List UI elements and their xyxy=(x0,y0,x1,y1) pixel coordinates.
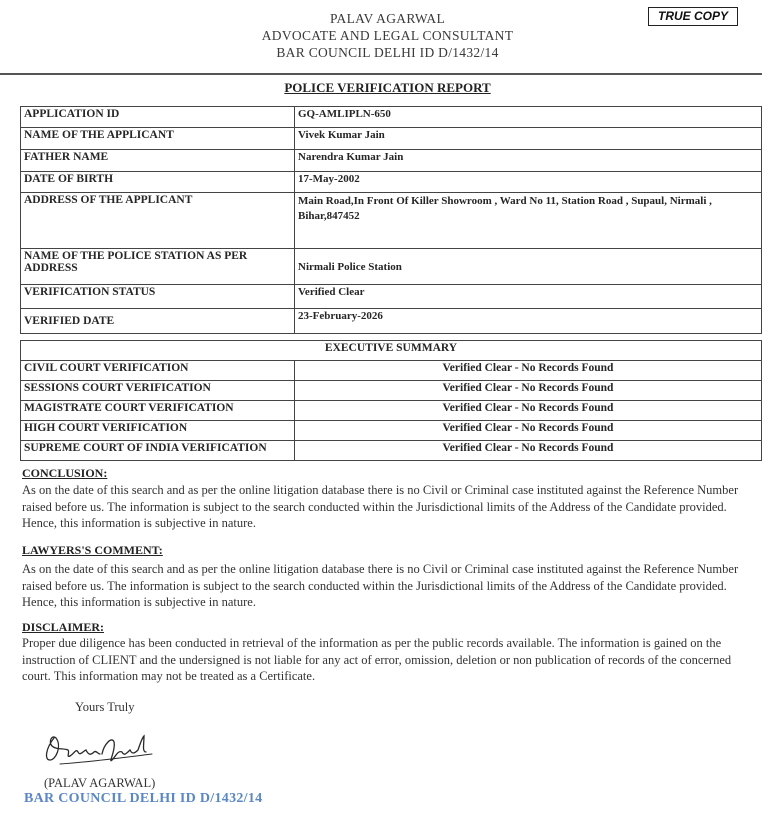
summary-value: Verified Clear - No Records Found xyxy=(295,421,762,441)
table-row xyxy=(21,172,762,193)
summary-label: HIGH COURT VERIFICATION xyxy=(21,421,295,441)
table-row xyxy=(21,361,762,381)
summary-label: MAGISTRATE COURT VERIFICATION xyxy=(21,401,295,421)
detail-value: 23-February-2026 xyxy=(295,309,762,334)
detail-value: Nirmali Police Station xyxy=(295,249,762,285)
table-row xyxy=(21,150,762,172)
table-row xyxy=(21,309,762,334)
executive-summary-table xyxy=(20,340,762,461)
detail-value: Verified Clear xyxy=(295,285,762,309)
summary-value: Verified Clear - No Records Found xyxy=(295,401,762,421)
header-divider xyxy=(0,73,762,75)
detail-label: NAME OF THE POLICE STATION AS PER ADDRESS xyxy=(21,249,295,285)
detail-label: DATE OF BIRTH xyxy=(21,172,295,193)
conclusion-heading: CONCLUSION: xyxy=(22,466,108,480)
summary-label: SUPREME COURT OF INDIA VERIFICATION xyxy=(21,441,295,461)
summary-label: SESSIONS COURT VERIFICATION xyxy=(21,381,295,401)
detail-value: 17-May-2002 xyxy=(295,172,762,193)
table-row xyxy=(21,193,762,249)
table-row xyxy=(21,249,762,285)
advocate-name: PALAV AGARWAL xyxy=(329,11,446,26)
detail-value: Vivek Kumar Jain xyxy=(295,128,762,150)
detail-value: GQ-AMLIPLN-650 xyxy=(295,107,762,128)
applicant-details-table xyxy=(20,106,762,334)
detail-label: NAME OF THE APPLICANT xyxy=(21,128,295,150)
detail-value: Main Road,In Front Of Killer Showroom , Ward No 11, Station Road , Supaul, Nirmali , Bihar,847452 xyxy=(295,193,762,249)
true-copy-stamp: TRUE COPY xyxy=(648,7,738,26)
detail-label: FATHER NAME xyxy=(21,150,295,172)
table-row xyxy=(21,441,762,461)
advocate-designation: ADVOCATE AND LEGAL CONSULTANT xyxy=(261,28,514,43)
signatory-name: (PALAV AGARWAL) xyxy=(44,776,156,790)
table-row xyxy=(21,381,762,401)
signature-image xyxy=(40,724,160,774)
table-row xyxy=(21,341,762,361)
closing-text: Yours Truly xyxy=(75,700,135,714)
summary-value: Verified Clear - No Records Found xyxy=(295,381,762,401)
lawyers-comment-text: As on the date of this search and as per the online litigation database there is no Civil or Criminal case instituted against the Reference Number raised before us. The information is subject to the search conducted within the Jurisdictional limits of the Address of the Candidate provided. Hence, this information is subjective in nature. xyxy=(22,562,739,609)
summary-title: EXECUTIVE SUMMARY xyxy=(21,341,762,361)
table-row xyxy=(21,421,762,441)
bar-council-id: BAR COUNCIL DELHI ID D/1432/14 xyxy=(276,45,499,60)
summary-value: Verified Clear - No Records Found xyxy=(295,441,762,461)
table-row xyxy=(21,285,762,309)
conclusion-text: As on the date of this search and as per the online litigation database there is no Civil or Criminal case instituted against the Reference Number raised before us. The information is subject to the search conducted within the Jurisdictional limits of the Address of the Candidate provided. Hence, this information is subjective in nature. xyxy=(22,483,739,530)
detail-label: VERIFICATION STATUS xyxy=(21,285,295,309)
signatory-bar-council: BAR COUNCIL DELHI ID D/1432/14 xyxy=(24,791,263,806)
summary-value: Verified Clear - No Records Found xyxy=(295,361,762,381)
detail-label: ADDRESS OF THE APPLICANT xyxy=(21,193,295,249)
disclaimer-heading: DISCLAIMER: xyxy=(22,620,105,634)
table-row xyxy=(21,128,762,150)
detail-value: Narendra Kumar Jain xyxy=(295,150,762,172)
detail-label: APPLICATION ID xyxy=(21,107,295,128)
table-row xyxy=(21,401,762,421)
report-title: POLICE VERIFICATION REPORT xyxy=(284,80,491,95)
table-row xyxy=(21,107,762,128)
detail-label: VERIFIED DATE xyxy=(21,309,295,334)
summary-label: CIVIL COURT VERIFICATION xyxy=(21,361,295,381)
disclaimer-text: Proper due diligence has been conducted in retrieval of the information as per the public records available. The information is gained on the instruction of CLIENT and the undersigned is not liable for any act of error, omission, deletion or non publication of records of the concerned court. This information may not be treated as a Certificate. xyxy=(22,636,732,683)
lawyers-comment-heading: LAWYERS'S COMMENT: xyxy=(22,543,163,557)
